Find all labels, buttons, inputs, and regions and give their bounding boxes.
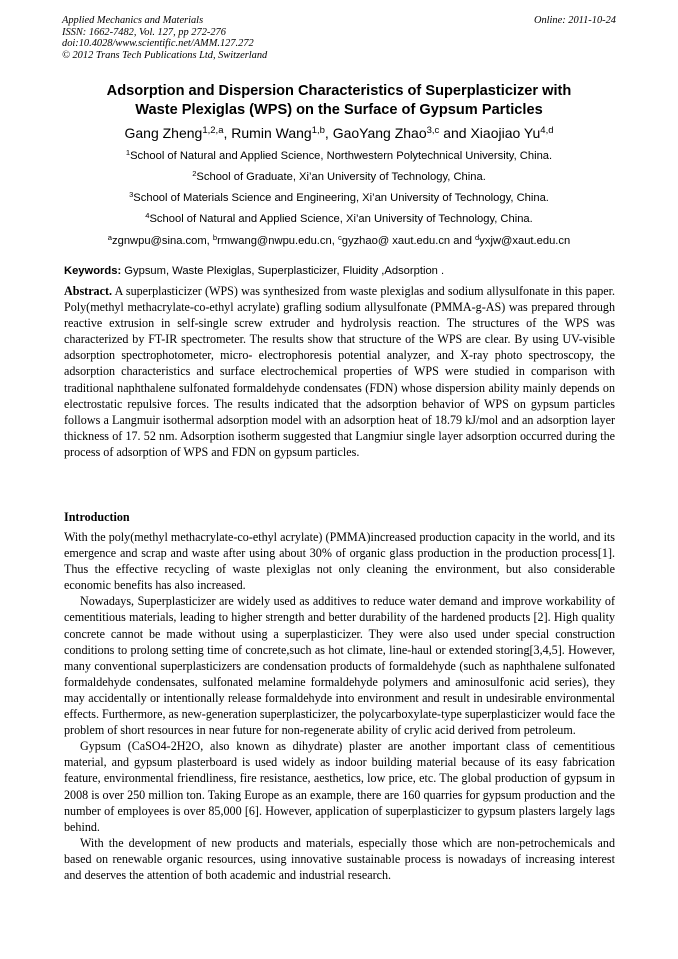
keywords-text: Gypsum, Waste Plexiglas, Superplasticizer, Fluidity ,Adsorption .: [121, 265, 445, 277]
affiliation-sup: 1: [125, 147, 131, 157]
copyright-line: © 2012 Trans Tech Publications Ltd, Switzerland: [62, 49, 268, 61]
introduction-heading: Introduction: [64, 510, 130, 524]
author-list: [62, 123, 616, 143]
author-name: GaoYang Zhao: [332, 125, 427, 141]
paragraph: With the development of new products and materials, especially those which are non-petrochemicals and based on renewable organic resources, using innovative sustainable process is nowadays of increasing interest and deserves the attention of both academic and industrial research.: [64, 835, 615, 882]
doi-line[interactable]: doi:10.4028/www.scientific.net/AMM.127.272: [62, 38, 254, 50]
affiliation-4: [62, 212, 616, 226]
email-sup: b: [212, 232, 218, 242]
email-sup: c: [337, 232, 342, 242]
title-line-1: Adsorption and Dispersion Characteristics of Superplasticizer with: [106, 83, 572, 99]
paragraph: Nowadays, Superplasticizer are widely used as additives to reduce water demand and improve workability of cementitious materials, leading to higher strength and better durability of the hardened products [2]. High quality concrete cannot be made without using a superplasticizer. They were also used under special construction conditions to prolong setting time of concrete,such as hot climate, line-haul or extended storing[3,4,5]. However, many conventional superplasticizers are condensation products of formaldehyde (such as naphthalene sulfonated formaldehyde condensates, sulfonated melamine formaldehyde polymers and aminosulfonic acid series), they may accidentally or intentionally release formaldehyde into environment and result in undesirable environmental effects. Furthermore, as new-generation superplasticizer, the polycarboxylate-type superplasticizer would face the problem of short resources in near future for non-regenerate ability of crylic acid derived from petroleum.: [64, 594, 616, 738]
affiliation-text: School of Natural and Applied Science, Xi’an University of Technology, China.: [149, 213, 533, 225]
author-name: Gang Zheng: [124, 125, 203, 141]
affiliation-text: School of Graduate, Xi’an University of Technology, China.: [196, 171, 486, 183]
paragraph: Gypsum (CaSO4-2H2O, also known as dihydrate) plaster are another important class of cementitious material, and gypsum plasterboard is used widely as indoor building material because of its easy fabrication feature, environmental friendliness, fire resistance, aesthetics, low price, etc. The global production of gypsum in 2008 is over 250 million ton. Taking Europe as an example, there are 160 quarries for gypsum production and the number of employees is over 85,000 [6]. However, application of superplasticizer to gypsum plasters largely lags behind.: [64, 739, 615, 834]
introduction-body: [64, 529, 615, 883]
journal-name: Applied Mechanics and Materials: [62, 15, 204, 26]
affiliation-sup: 3: [129, 189, 134, 199]
author-sup: 1,b: [311, 124, 325, 136]
author-sup: 4,d: [540, 124, 554, 136]
author-sup: 3,c: [426, 124, 440, 136]
journal-header: [62, 15, 616, 61]
email-d[interactable]: yxjw@xaut.edu.cn: [479, 235, 571, 247]
online-date: Online: 2011-10-24: [533, 15, 616, 26]
email-sup: d: [475, 232, 480, 242]
paragraph: With the poly(methyl methacrylate-co-ethyl acrylate) (PMMA)increased production capacity in the world, and its emergence and scrap and waste after using about 30% of organic glass production in the production process[1]. Thus the effective recycling of waste plexiglas not only cleaning the environment, but also considerable economic benefits has also increased.: [64, 530, 615, 593]
affiliation-text: School of Materials Science and Engineering, Xi’an University of Technology, China.: [133, 192, 549, 204]
affiliation-sup: 4: [145, 210, 150, 220]
email-line: [62, 234, 616, 248]
paper-title: [62, 82, 616, 120]
email-b[interactable]: rmwang@nwpu.edu.cn,: [217, 235, 338, 247]
email-sup: a: [107, 232, 112, 242]
abstract-label: Abstract.: [64, 284, 113, 298]
keywords-line: [64, 264, 616, 278]
author-name: Xiaojiao Yu: [470, 125, 541, 141]
email-c[interactable]: gyzhao@ xaut.edu.cn and: [341, 235, 476, 247]
affiliation-1: [62, 149, 616, 163]
author-name: Rumin Wang: [231, 125, 312, 141]
affiliation-sup: 2: [192, 168, 197, 178]
keywords-label: Keywords:: [64, 265, 122, 277]
abstract: [64, 283, 615, 460]
author-sup: 1,2,a: [202, 124, 224, 136]
abstract-text: A superplasticizer (WPS) was synthesized from waste plexiglas and sodium allysulfonate in this paper. Poly(methyl methacrylate-co-ethyl acrylate) grafling sodium allysulfonate (PMMA-g-AS) was prepared through reactive extrusion in self-single screw extruder and hydrolysis reaction. The structures of the WPS was characterized by FT-IR spectrometer. The results show that structure of the WPS are clear. By using UV-visible adsorption spectrophotometer, micro- electrophoresis potential analyzer, and X-ray photo spectroscopy, the adsorption characteristics and surface electrochemical properties of WPS were studied in comparison with traditional naphthalene sulfonated formaldehyde condensates (FDN) whose dispersion ability mainly depends on electrostatic repulsive forces. The results indicated that the adsorption behavior of WPS on gypsum particles follows a Langmuir isothermal adsorption model with an adsorption heat of 18.79 kJ/mol and an adsorption layer thickness of 17. 52 nm. Adsorption isotherm suggested that Langmiur single layer adsorption occurred during the process of adsorption of WPS and FDN on gypsum particles.: [64, 284, 615, 459]
email-a[interactable]: zgnwpu@sina.com,: [112, 235, 213, 247]
author-separator: ,: [324, 125, 333, 141]
title-line-2: Waste Plexiglas (WPS) on the Surface of Gypsum Particles: [135, 102, 543, 118]
affiliation-text: School of Natural and Applied Science, Northwestern Polytechnical University, China.: [130, 150, 553, 162]
author-separator: and: [439, 125, 471, 141]
issn-line: ISSN: 1662-7482, Vol. 127, pp 272-276: [62, 26, 226, 38]
author-separator: ,: [223, 125, 232, 141]
affiliation-3: [62, 191, 616, 205]
affiliation-2: [62, 170, 616, 184]
